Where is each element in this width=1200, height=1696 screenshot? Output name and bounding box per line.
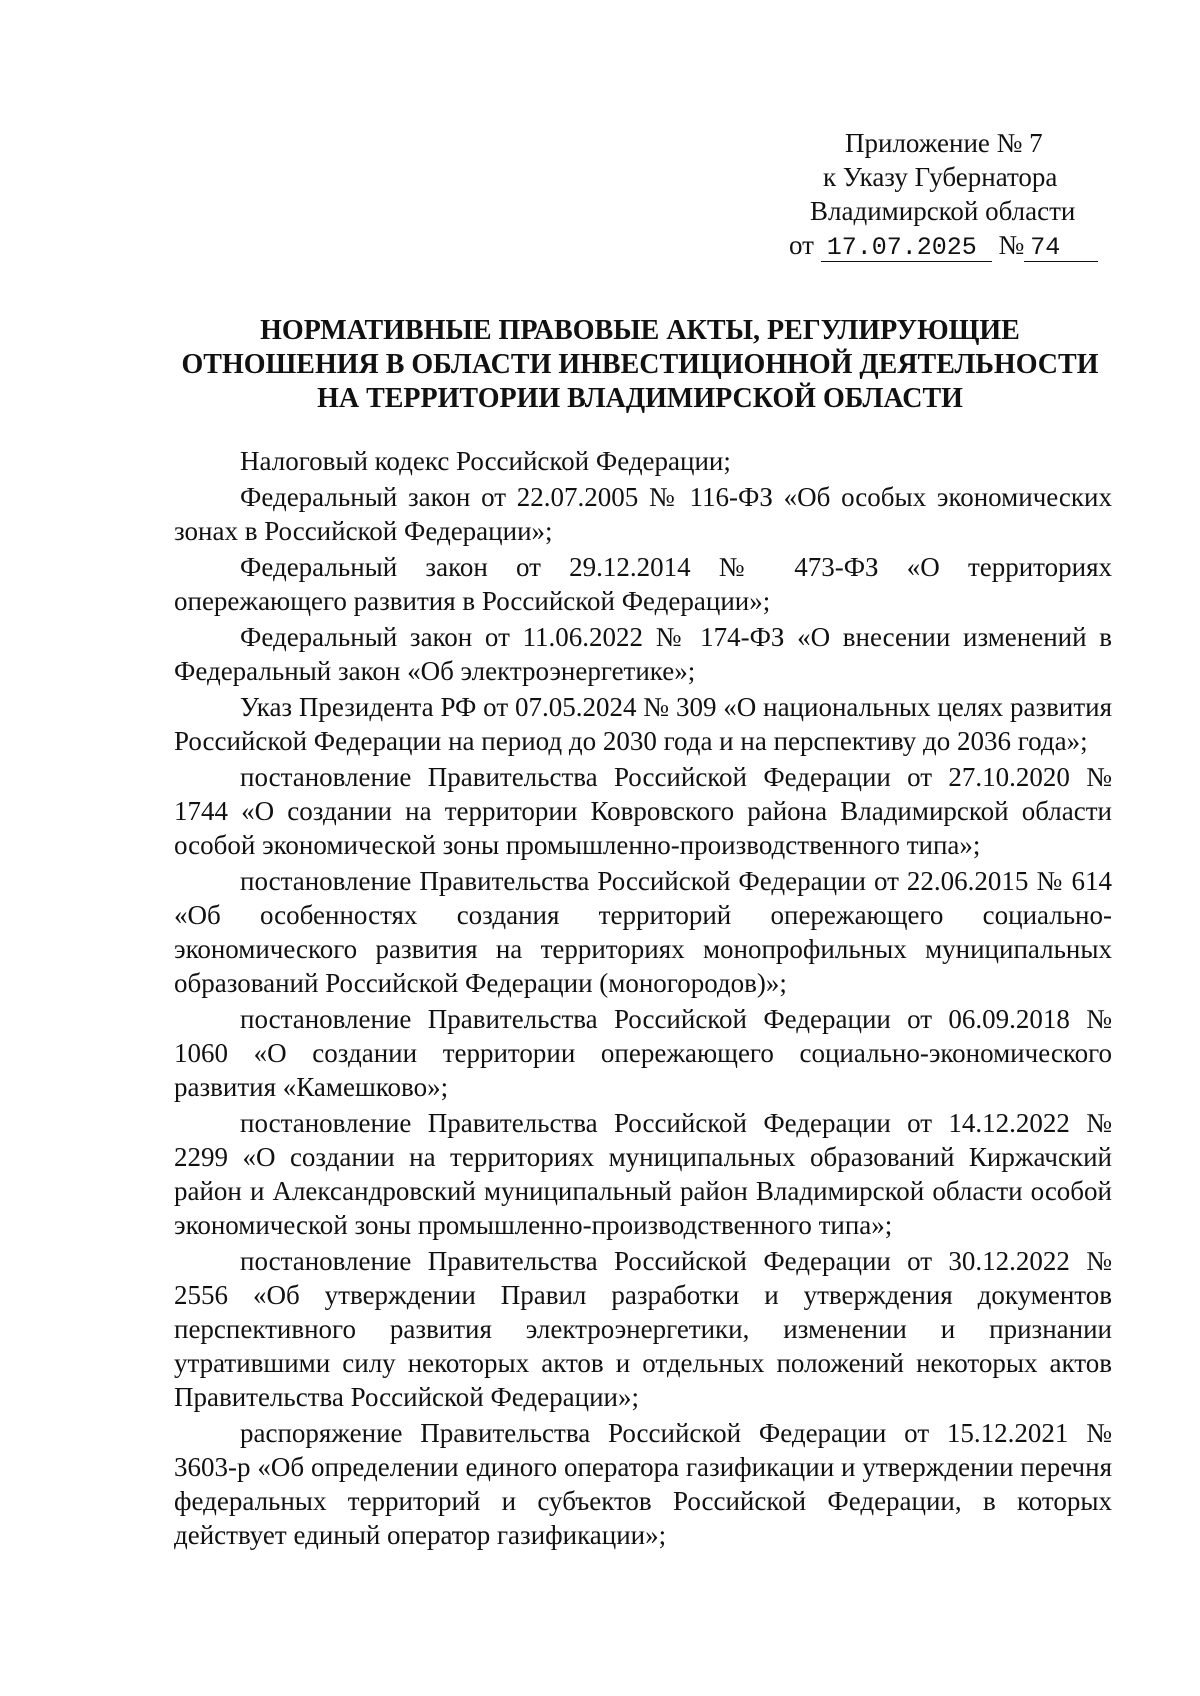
date-prefix: от — [789, 230, 814, 260]
act-item: распоряжение Правительства Российской Федерации от 15.12.2021 № 3603-р «Об определении единого оператора газификации и утверждении перечня федеральных территорий и субъектов Российской Федерации, в которых действует единый оператор газификации»; — [174, 1418, 1112, 1550]
document-title — [170, 314, 1110, 416]
act-item: Указ Президента РФ от 07.05.2024 № 309 «О национальных целях развития Российской Федерации на период до 2030 года и на перспективу до 2036 года»; — [174, 692, 1112, 756]
title-line-1: НОРМАТИВНЫЕ ПРАВОВЫЕ АКТЫ, РЕГУЛИРУЮЩИЕ — [260, 315, 1020, 346]
decree-date-number — [760, 228, 1120, 262]
act-item: Федеральный закон от 29.12.2014 № 473-ФЗ «О территориях опережающего развития в Российской Федерации»; — [174, 552, 1112, 616]
title-line-3: НА ТЕРРИТОРИИ ВЛАДИМИРСКОЙ ОБЛАСТИ — [317, 383, 963, 414]
decree-date: 17.07.2025 — [821, 235, 992, 262]
acts-list — [174, 444, 1112, 1552]
appendix-number: Приложение № 7 — [845, 128, 1043, 158]
act-item: Налоговый кодекс Российской Федерации; — [240, 446, 731, 476]
act-item: Федеральный закон от 11.06.2022 № 174-ФЗ «О внесении изменений в Федеральный закон «Об электроэнергетике»; — [174, 622, 1112, 686]
act-item: постановление Правительства Российской Федерации от 30.12.2022 № 2556 «Об утверждении Правил разработки и утверждения документов перспективного развития электроэнергетики, изменении и признании утратившими силу некоторых актов и отдельных положений некоторых актов Правительства Российской Федерации»; — [174, 1246, 1112, 1412]
act-item: постановление Правительства Российской Федерации от 14.12.2022 № 2299 «О создании на территориях муниципальных образований Киржачский район и Александровский муниципальный район Владимирской области особой экономической зоны промышленно-производственного типа»; — [174, 1108, 1112, 1240]
number-prefix: № — [998, 230, 1025, 260]
act-item: постановление Правительства Российской Федерации от 22.06.2015 № 614 «Об особенностях создания территорий опережающего социально-экономического развития на территориях монопрофильных муниципальных образований Российской Федерации (моногородов)»; — [174, 866, 1112, 998]
appendix-header — [760, 126, 1120, 262]
act-item: постановление Правительства Российской Федерации от 06.09.2018 № 1060 «О создании территории опережающего социально-экономического развития «Камешково»; — [174, 1004, 1112, 1102]
decree-reference: к Указу Губернатора — [823, 162, 1058, 192]
act-item: Федеральный закон от 22.07.2005 № 116-ФЗ «Об особых экономических зонах в Российской Федерации»; — [174, 482, 1112, 546]
title-line-2: ОТНОШЕНИЯ В ОБЛАСТИ ИНВЕСТИЦИОННОЙ ДЕЯТЕЛЬНОСТИ — [181, 349, 1099, 380]
region-name: Владимирской области — [810, 196, 1076, 226]
decree-number: 74 — [1024, 235, 1098, 262]
act-item: постановление Правительства Российской Федерации от 27.10.2020 № 1744 «О создании на территории Ковровского района Владимирской области особой экономической зоны промышленно-производственного типа»; — [174, 762, 1112, 860]
